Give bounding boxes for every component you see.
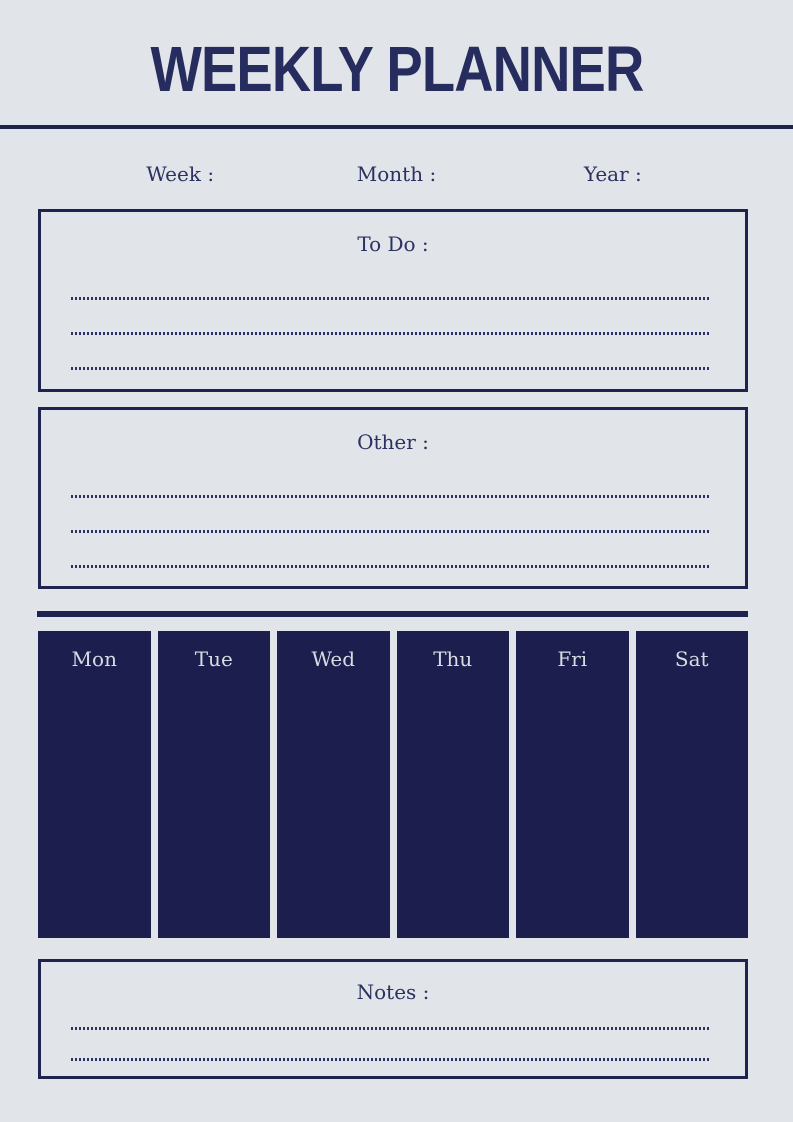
other-title: Other : xyxy=(357,430,429,454)
other-box xyxy=(38,407,748,589)
todo-write-line-1[interactable] xyxy=(71,297,711,300)
section-divider xyxy=(37,611,748,617)
day-column-mon[interactable] xyxy=(38,631,151,938)
day-column-tue[interactable] xyxy=(158,631,271,938)
day-label-wed: Wed xyxy=(311,647,356,671)
day-label-sat: Sat xyxy=(674,647,709,671)
day-column-thu[interactable] xyxy=(397,631,510,938)
meta-row xyxy=(72,162,721,188)
day-column-fri[interactable] xyxy=(516,631,629,938)
day-label-tue: Tue xyxy=(194,647,233,671)
page-title: WEEKLY PLANNER xyxy=(150,33,643,105)
other-write-line-3[interactable] xyxy=(71,565,711,568)
header-rule xyxy=(0,125,793,129)
day-column-sat[interactable] xyxy=(636,631,749,938)
todo-title: To Do : xyxy=(357,232,429,256)
notes-write-line-2[interactable] xyxy=(71,1058,711,1061)
other-write-line-2[interactable] xyxy=(71,530,711,533)
todo-write-line-2[interactable] xyxy=(71,332,711,335)
notes-title: Notes : xyxy=(356,980,430,1004)
year-label: Year : xyxy=(583,162,642,186)
other-write-line-1[interactable] xyxy=(71,495,711,498)
week-label: Week : xyxy=(146,162,215,186)
day-label-thu: Thu xyxy=(433,647,473,671)
day-column-wed[interactable] xyxy=(277,631,390,938)
notes-write-line-1[interactable] xyxy=(71,1027,711,1030)
notes-box xyxy=(38,959,748,1079)
week-days-row xyxy=(38,631,748,938)
month-label: Month : xyxy=(356,162,437,186)
day-label-mon: Mon xyxy=(71,647,117,671)
day-label-fri: Fri xyxy=(557,647,588,671)
page-header xyxy=(0,33,793,105)
todo-box xyxy=(38,209,748,392)
todo-write-line-3[interactable] xyxy=(71,367,711,370)
